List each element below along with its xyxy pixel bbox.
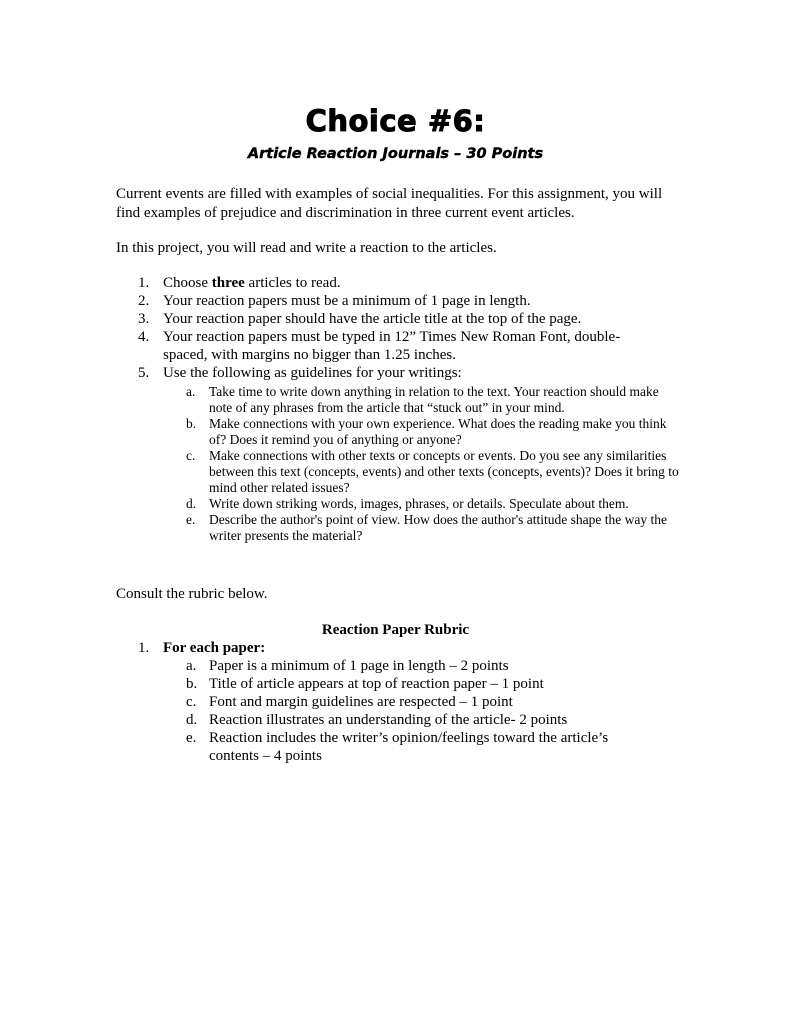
intro-paragraph: Current events are filled with examples of social inequalities. For this assignment, you will find examples of prejudice and discrimination in three current event articles. <box>116 186 663 221</box>
consult-rubric-text: Consult the rubric below. <box>116 586 268 602</box>
guideline-item: d. Write down striking words, images, phrases, or details. Speculate about them. <box>186 496 629 511</box>
instruction-item: 4. Your reaction papers must be typed in 12” Times New Roman Font, double-spaced, with margins no bigger than 1.25 inches. <box>138 329 621 363</box>
guideline-item: c. Make connections with other texts or concepts or events. Do you see any similarities between this text (concepts, events) and other texts (concepts, events)? Does it bring to mind other related issues? <box>186 448 679 495</box>
rubric-title: Reaction Paper Rubric <box>321 622 470 638</box>
page-subtitle: Article Reaction Journals – 30 Points <box>247 146 544 162</box>
project-paragraph: In this project, you will read and write a reaction to the articles. <box>116 240 497 256</box>
instruction-item: 5. Use the following as guidelines for your writings: a. Take time to write down anything in relation to the text. Your reaction should make note of any phrases from the article that “stuck out” in your mind. b. Make connections with your own experience. What does the reading make you think of? Does it remind you of anything or anyone? c. Make connections with other texts or concepts or events. Do you see any similarities between this text (concepts, events) and other texts (concepts, events)? Does it bring to mind other related issues? d. Write down striking words, images, phrases, or details. Speculate about them. e. Describe the author's point of view. How does the author's attitude shape the way the writer presents the material? <box>138 365 679 543</box>
rubric-item: c. Font and margin guidelines are respected – 1 point <box>186 694 513 710</box>
rubric-item: d. Reaction illustrates an understanding of the article- 2 points <box>186 712 568 728</box>
rubric-list <box>138 639 643 765</box>
rubric-item: b. Title of article appears at top of reaction paper – 1 point <box>186 676 544 692</box>
rubric-item: a. Paper is a minimum of 1 page in length – 2 points <box>186 658 509 674</box>
rubric-item: e. Reaction includes the writer’s opinion/feelings toward the article’s contents – 4 points <box>186 730 609 764</box>
instruction-item: 2. Your reaction papers must be a minimum of 1 page in length. <box>138 293 531 309</box>
guideline-item: a. Take time to write down anything in relation to the text. Your reaction should make note of any phrases from the article that “stuck out” in your mind. <box>186 384 659 415</box>
emphasis-three: three <box>211 275 245 291</box>
guideline-item: e. Describe the author's point of view. How does the author's attitude shape the way the writer presents the material? <box>186 512 667 543</box>
guidelines-list <box>186 384 679 544</box>
page-title: Choice #6: <box>305 104 486 138</box>
rubric-items <box>186 657 649 765</box>
instruction-item: 3. Your reaction paper should have the article title at the top of the page. <box>138 311 582 327</box>
instruction-item: 1. Choose three articles to read. <box>138 275 341 291</box>
rubric-section-label: For each paper: <box>163 640 266 656</box>
instructions-list <box>138 274 679 544</box>
guideline-item: b. Make connections with your own experience. What does the reading make you think of? Does it remind you of anything or anyone? <box>186 416 667 447</box>
rubric-section: 1. For each paper: a. Paper is a minimum of 1 page in length – 2 points b. Title of article appears at top of reaction paper – 1 point c. Font and margin guidelines are respected – 1 point d. Reaction illustrates an understanding of the article- 2 points e. Reaction includes the writer’s opinion/feelings toward the article’s contents – 4 points <box>163 639 643 765</box>
